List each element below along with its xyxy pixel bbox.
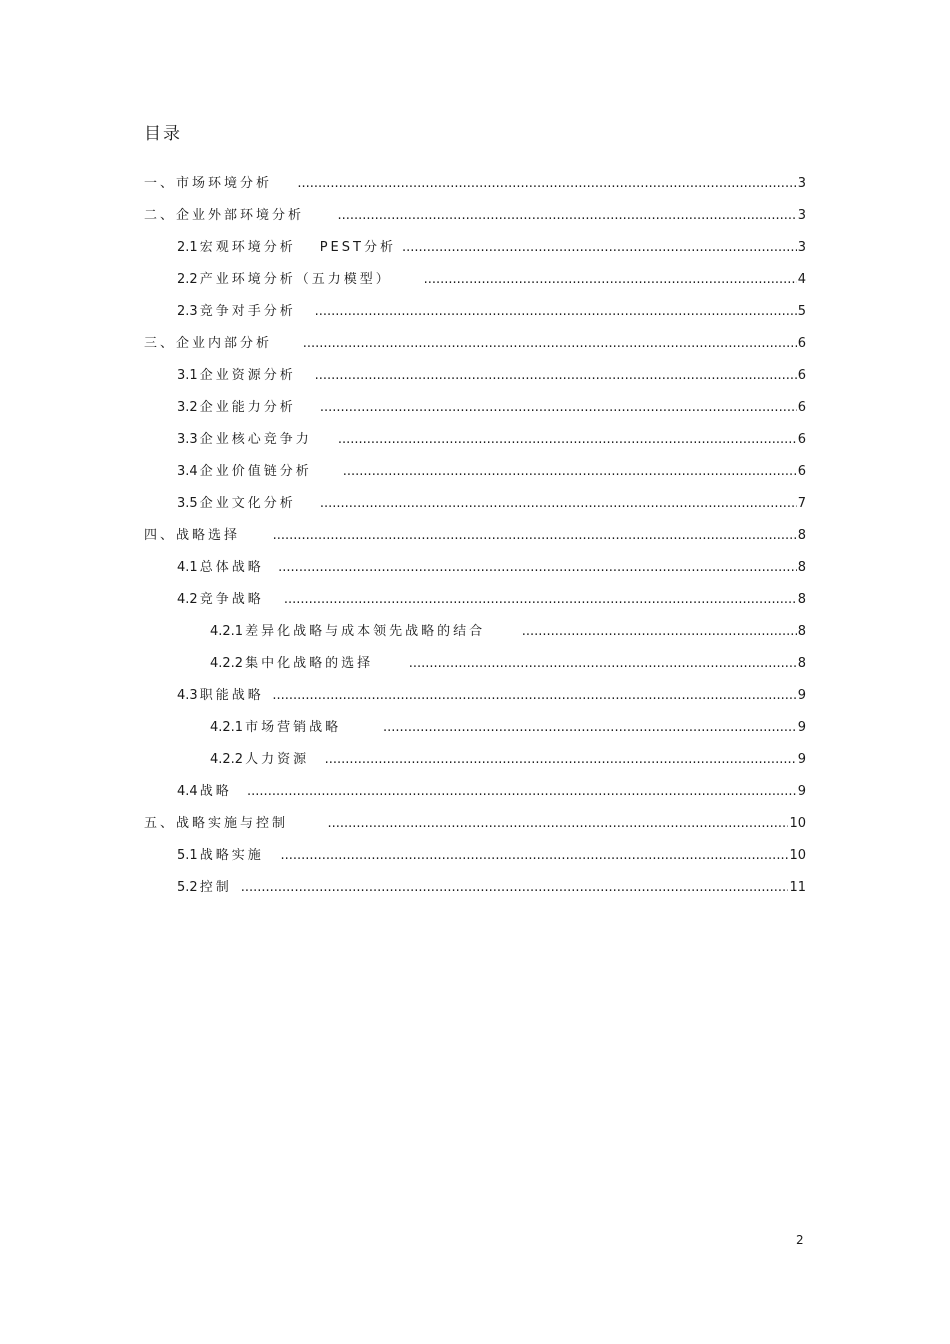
toc-entry-number: 2.2 bbox=[177, 272, 198, 287]
toc-entry[interactable] bbox=[144, 744, 806, 776]
toc-entry-number: 3.4 bbox=[177, 464, 198, 479]
toc-entry-title: 企业文化分析 bbox=[199, 496, 296, 511]
toc-entry-page: 6 bbox=[797, 464, 806, 479]
toc-entry-page: 6 bbox=[797, 336, 806, 351]
toc-dot-leader bbox=[383, 712, 797, 744]
toc-entry-number: 4.4 bbox=[177, 784, 198, 799]
toc-entry[interactable] bbox=[144, 712, 806, 744]
toc-entry-title: 企业核心竞争力 bbox=[199, 432, 312, 447]
toc-entry-page: 8 bbox=[797, 624, 806, 639]
toc-entry-page: 7 bbox=[797, 496, 806, 511]
toc-dot-leader bbox=[522, 616, 797, 648]
toc-entry[interactable] bbox=[144, 488, 806, 520]
toc-entry-title: 集中化战略的选择 bbox=[245, 656, 374, 671]
toc-entry-page: 3 bbox=[797, 176, 806, 191]
toc-entry[interactable] bbox=[144, 424, 806, 456]
toc-dot-leader bbox=[409, 648, 797, 680]
toc-entry[interactable] bbox=[144, 328, 806, 360]
toc-entry-number: 5.2 bbox=[177, 880, 198, 895]
toc-dot-leader bbox=[280, 840, 788, 872]
toc-entry-page: 8 bbox=[797, 656, 806, 671]
toc-entry-title: 企业能力分析 bbox=[199, 400, 296, 415]
toc-entry-page: 9 bbox=[797, 784, 806, 799]
toc-entry-number: 4.2 bbox=[177, 592, 198, 607]
toc-entry-number: 4.2.1 bbox=[210, 624, 244, 639]
table-of-contents bbox=[144, 168, 806, 904]
toc-entry-title: 差异化战略与成本领先战略的结合 bbox=[245, 624, 486, 639]
toc-dot-leader bbox=[402, 232, 797, 264]
toc-dot-leader bbox=[241, 872, 789, 904]
toc-entry-title: 企业价值链分析 bbox=[199, 464, 312, 479]
toc-entry-title: 总体战略 bbox=[199, 560, 264, 575]
toc-entry-page: 5 bbox=[797, 304, 806, 319]
toc-entry-title: 市场营销战略 bbox=[245, 720, 342, 735]
toc-dot-leader bbox=[315, 296, 797, 328]
toc-dot-leader bbox=[424, 264, 797, 296]
toc-entry-number: 3.2 bbox=[177, 400, 198, 415]
toc-entry-page: 8 bbox=[797, 528, 806, 543]
toc-entry-page: 10 bbox=[789, 848, 806, 863]
toc-entry[interactable] bbox=[144, 200, 806, 232]
toc-entry-number: 5.1 bbox=[177, 848, 198, 863]
toc-entry-page: 3 bbox=[797, 208, 806, 223]
toc-entry-page: 9 bbox=[797, 688, 806, 703]
toc-entry-page: 11 bbox=[789, 880, 806, 895]
toc-entry-title: 宏观环境分析 bbox=[199, 240, 296, 255]
toc-entry-number: 2.1 bbox=[177, 240, 198, 255]
toc-entry-title: 竞争战略 bbox=[199, 592, 264, 607]
toc-dot-leader bbox=[272, 680, 796, 712]
toc-entry-title: 控制 bbox=[199, 880, 232, 895]
toc-entry-number: 2.3 bbox=[177, 304, 198, 319]
toc-entry-number: 4.3 bbox=[177, 688, 198, 703]
page-number: 2 bbox=[796, 1233, 804, 1247]
toc-dot-leader bbox=[284, 584, 797, 616]
toc-entry-title: 战略 bbox=[199, 784, 232, 799]
toc-dot-leader bbox=[343, 456, 797, 488]
toc-entry-number: 3.1 bbox=[177, 368, 198, 383]
toc-entry-number: 4.2.2 bbox=[210, 752, 244, 767]
toc-entry-page: 9 bbox=[797, 752, 806, 767]
toc-entry[interactable] bbox=[144, 456, 806, 488]
toc-entry-number: 3.5 bbox=[177, 496, 198, 511]
toc-dot-leader bbox=[273, 520, 797, 552]
toc-entry-page: 3 bbox=[797, 240, 806, 255]
toc-entry-title: 战略实施 bbox=[199, 848, 264, 863]
toc-entry[interactable] bbox=[144, 648, 806, 680]
toc-entry-page: 4 bbox=[797, 272, 806, 287]
toc-dot-leader bbox=[315, 360, 797, 392]
toc-entry[interactable] bbox=[144, 168, 806, 200]
toc-entry-title: 人力资源 bbox=[245, 752, 310, 767]
toc-entry-title: 三、企业内部分析 bbox=[144, 336, 273, 351]
toc-entry[interactable] bbox=[144, 392, 806, 424]
toc-entry-title: 一、市场环境分析 bbox=[144, 176, 273, 191]
toc-dot-leader bbox=[325, 744, 797, 776]
toc-entry[interactable] bbox=[144, 264, 806, 296]
toc-entry[interactable] bbox=[144, 520, 806, 552]
toc-entry-title: 产业环境分析（五力模型） bbox=[199, 272, 392, 287]
toc-entry-extra: PEST分析 bbox=[319, 240, 396, 255]
toc-dot-leader bbox=[327, 808, 788, 840]
toc-entry-page: 6 bbox=[797, 432, 806, 447]
toc-entry[interactable] bbox=[144, 840, 806, 872]
toc-entry-title: 竞争对手分析 bbox=[199, 304, 296, 319]
toc-entry-title: 职能战略 bbox=[199, 688, 264, 703]
toc-entry-number: 4.2.1 bbox=[210, 720, 244, 735]
toc-entry[interactable] bbox=[144, 872, 806, 904]
toc-entry-page: 6 bbox=[797, 368, 806, 383]
toc-dot-leader bbox=[337, 200, 796, 232]
toc-dot-leader bbox=[320, 488, 797, 520]
toc-entry[interactable] bbox=[144, 616, 806, 648]
toc-entry-page: 8 bbox=[797, 560, 806, 575]
toc-entry[interactable] bbox=[144, 360, 806, 392]
toc-entry[interactable] bbox=[144, 808, 806, 840]
toc-entry-page: 8 bbox=[797, 592, 806, 607]
toc-dot-leader bbox=[320, 392, 797, 424]
toc-dot-leader bbox=[278, 552, 797, 584]
toc-entry-page: 10 bbox=[789, 816, 806, 831]
toc-entry-number: 4.2.2 bbox=[210, 656, 244, 671]
toc-entry-title: 二、企业外部环境分析 bbox=[144, 208, 305, 223]
toc-entry[interactable] bbox=[144, 296, 806, 328]
toc-title: 目录 bbox=[144, 124, 182, 144]
toc-entry[interactable] bbox=[144, 776, 806, 808]
toc-entry-page: 9 bbox=[797, 720, 806, 735]
toc-entry-title: 企业资源分析 bbox=[199, 368, 296, 383]
toc-entry-title: 四、战略选择 bbox=[144, 528, 241, 543]
toc-entry[interactable] bbox=[144, 232, 806, 264]
toc-entry-title: 五、战略实施与控制 bbox=[144, 816, 289, 831]
toc-dot-leader bbox=[338, 424, 797, 456]
toc-entry-number: 3.3 bbox=[177, 432, 198, 447]
toc-entry[interactable] bbox=[144, 680, 806, 712]
toc-entry[interactable] bbox=[144, 552, 806, 584]
toc-entry[interactable] bbox=[144, 584, 806, 616]
toc-entry-number: 4.1 bbox=[177, 560, 198, 575]
toc-dot-leader bbox=[303, 328, 797, 360]
toc-dot-leader bbox=[247, 776, 797, 808]
toc-dot-leader bbox=[297, 168, 796, 200]
toc-entry-page: 6 bbox=[797, 400, 806, 415]
